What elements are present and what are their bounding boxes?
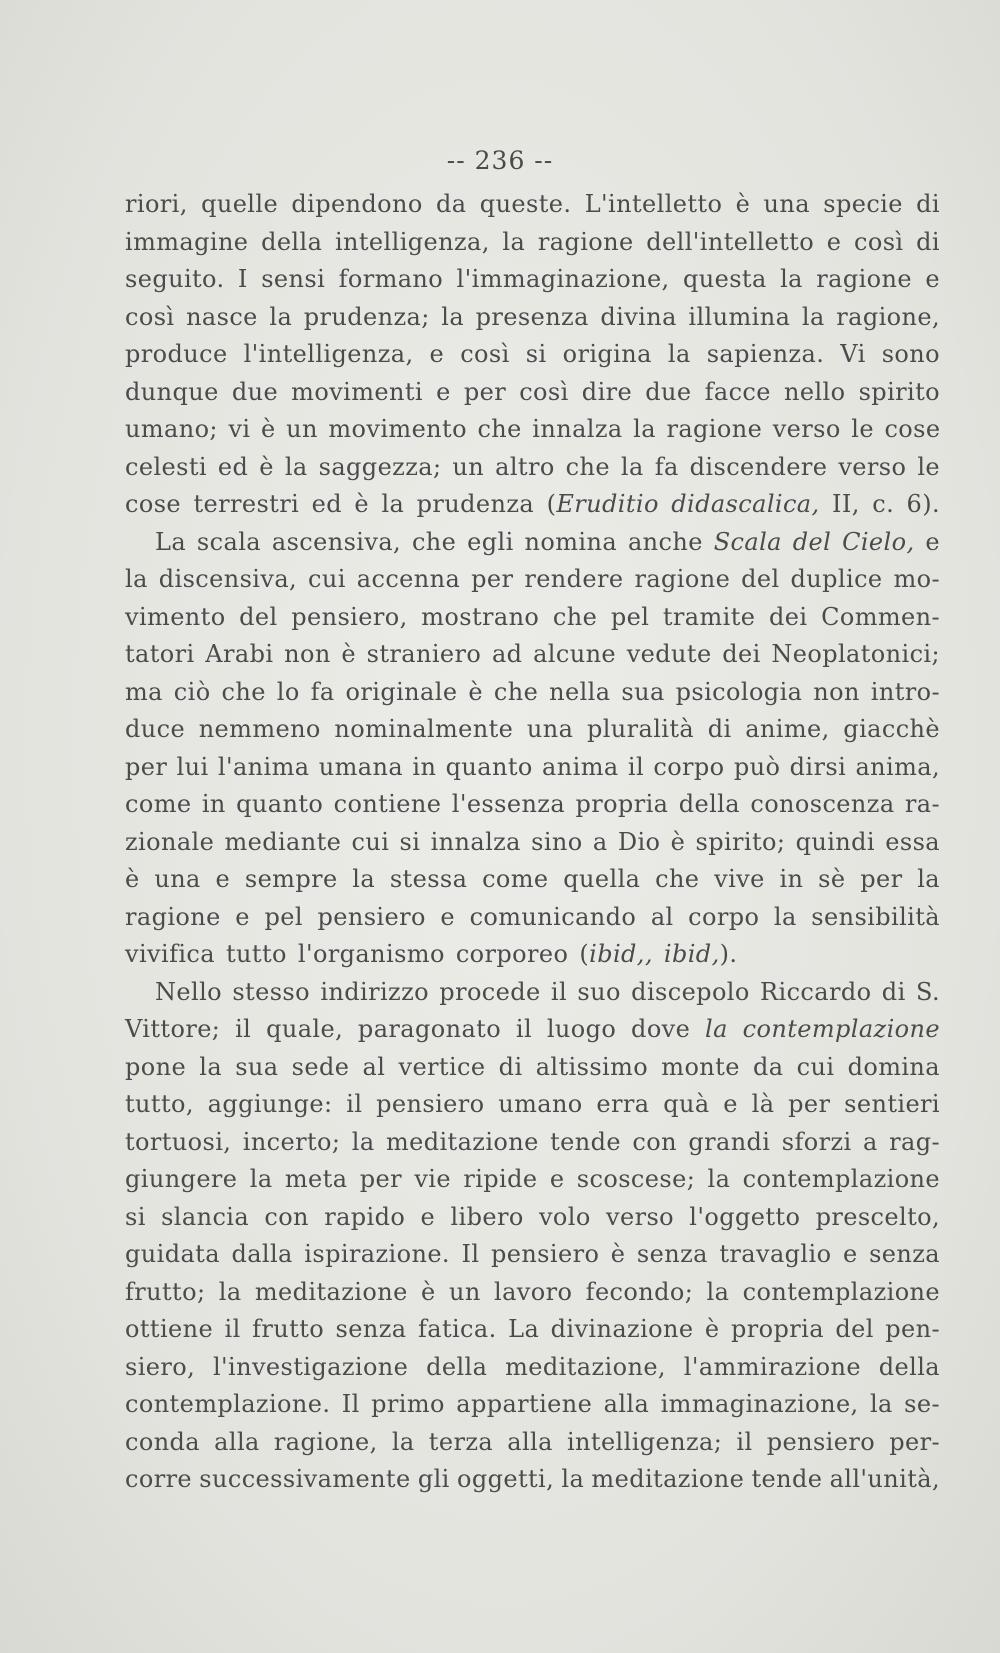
text-line: siero, l'investigazione della meditazione, l'ammirazione della xyxy=(125,1352,940,1381)
text-line: tutto, aggiunge: il pensiero umano erra quà e là per sentieri xyxy=(125,1090,940,1118)
text-line: dunque due movimenti e per così dire due facce nello spirito xyxy=(125,377,940,406)
paragraph-3 xyxy=(125,974,940,1499)
text-line: pone la sua sede al vertice di altissimo monte da cui domina xyxy=(125,1052,940,1081)
text-span: ). xyxy=(719,940,738,968)
text-line: umano; vi è un movimento che innalza la ragione verso le cose xyxy=(125,415,941,443)
text-line: contemplazione. Il primo appartiene alla immaginazione, la se- xyxy=(125,1390,940,1418)
text-line: zionale mediante cui si innalza sino a Dio è spirito; quindi essa xyxy=(125,827,940,856)
text-line: tatori Arabi non è straniero ad alcune vedute dei Neoplatonici; xyxy=(125,640,940,668)
text-line: produce l'intelligenza, e così si origina la sapienza. Vi sono xyxy=(125,340,940,368)
text-span: cose terrestri ed è la prudenza ( xyxy=(125,490,557,518)
text-span: vivifica tutto l'organismo corporeo ( xyxy=(125,940,590,968)
text-line: giungere la meta per vie ripide e scoscese; la contemplazione xyxy=(125,1165,940,1193)
page-number: -- 236 -- xyxy=(446,146,554,175)
text-line xyxy=(125,1011,940,1049)
text-span: Vittore; il quale, paragonato il luogo dove xyxy=(125,1015,706,1043)
text-line xyxy=(125,524,940,562)
paragraph-1 xyxy=(125,186,940,524)
text-line: conda alla ragione, la terza alla intelligenza; il pensiero per- xyxy=(125,1427,940,1456)
text-line: per lui l'anima umana in quanto anima il corpo può dirsi anima, xyxy=(125,752,940,781)
italic-term: la contemplazione xyxy=(705,1015,940,1043)
text-line: corre successivamente gli oggetti, la meditazione tende all'unità, xyxy=(125,1465,940,1493)
text-line: riori, quelle dipendono da queste. L'intelletto è una specie di xyxy=(125,190,940,218)
text-line: ottiene il frutto senza fatica. La divinazione è propria del pen- xyxy=(125,1315,940,1343)
text-line xyxy=(125,486,940,524)
text-line: Nello stesso indirizzo procede il suo discepolo Riccardo di S. xyxy=(155,977,940,1006)
text-line: così nasce la prudenza; la presenza divina illumina la ragione, xyxy=(125,302,940,331)
text-line: guidata dalla ispirazione. Il pensiero è senza travaglio e senza xyxy=(125,1240,940,1268)
text-line: ma ciò che lo fa originale è che nella sua psicologia non intro- xyxy=(125,677,940,706)
text-line xyxy=(125,936,940,974)
text-line: vimento del pensiero, mostrano che pel tramite dei Commen- xyxy=(125,602,940,631)
text-line: frutto; la meditazione è un lavoro fecondo; la contemplazione xyxy=(125,1277,940,1306)
text-line: tortuosi, incerto; la meditazione tende con grandi sforzi a rag- xyxy=(125,1127,940,1156)
text-line: come in quanto contiene l'essenza propria della conoscenza ra- xyxy=(125,790,940,818)
citation-title: Eruditio didascalica, xyxy=(556,490,820,518)
text-line: si slancia con rapido e libero volo verso l'oggetto prescelto, xyxy=(125,1202,940,1231)
text-span: e xyxy=(914,527,940,556)
italic-term: Scala del Cielo, xyxy=(713,527,915,556)
text-line: è una e sempre la stessa come quella che vive in sè per la xyxy=(125,865,940,893)
text-line: duce nemmeno nominalmente una pluralità di anime, giacchè xyxy=(125,715,940,743)
body-text xyxy=(125,186,940,1499)
paragraph-2 xyxy=(125,524,940,974)
text-line: celesti ed è la saggezza; un altro che la fa discendere verso le xyxy=(125,452,940,481)
citation-ref: ibid,, ibid, xyxy=(589,940,720,968)
text-line: immagine della intelligenza, la ragione dell'intelletto e così di xyxy=(125,227,940,256)
text-line: la discensiva, cui accenna per rendere ragione del duplice mo- xyxy=(125,565,940,593)
text-span: II, c. 6). xyxy=(819,490,940,518)
text-line: seguito. I sensi formano l'immaginazione, questa la ragione e xyxy=(125,265,940,293)
text-span: La scala ascensiva, che egli nomina anche xyxy=(155,527,714,556)
text-line: ragione e pel pensiero e comunicando al corpo la sensibilità xyxy=(125,902,940,931)
